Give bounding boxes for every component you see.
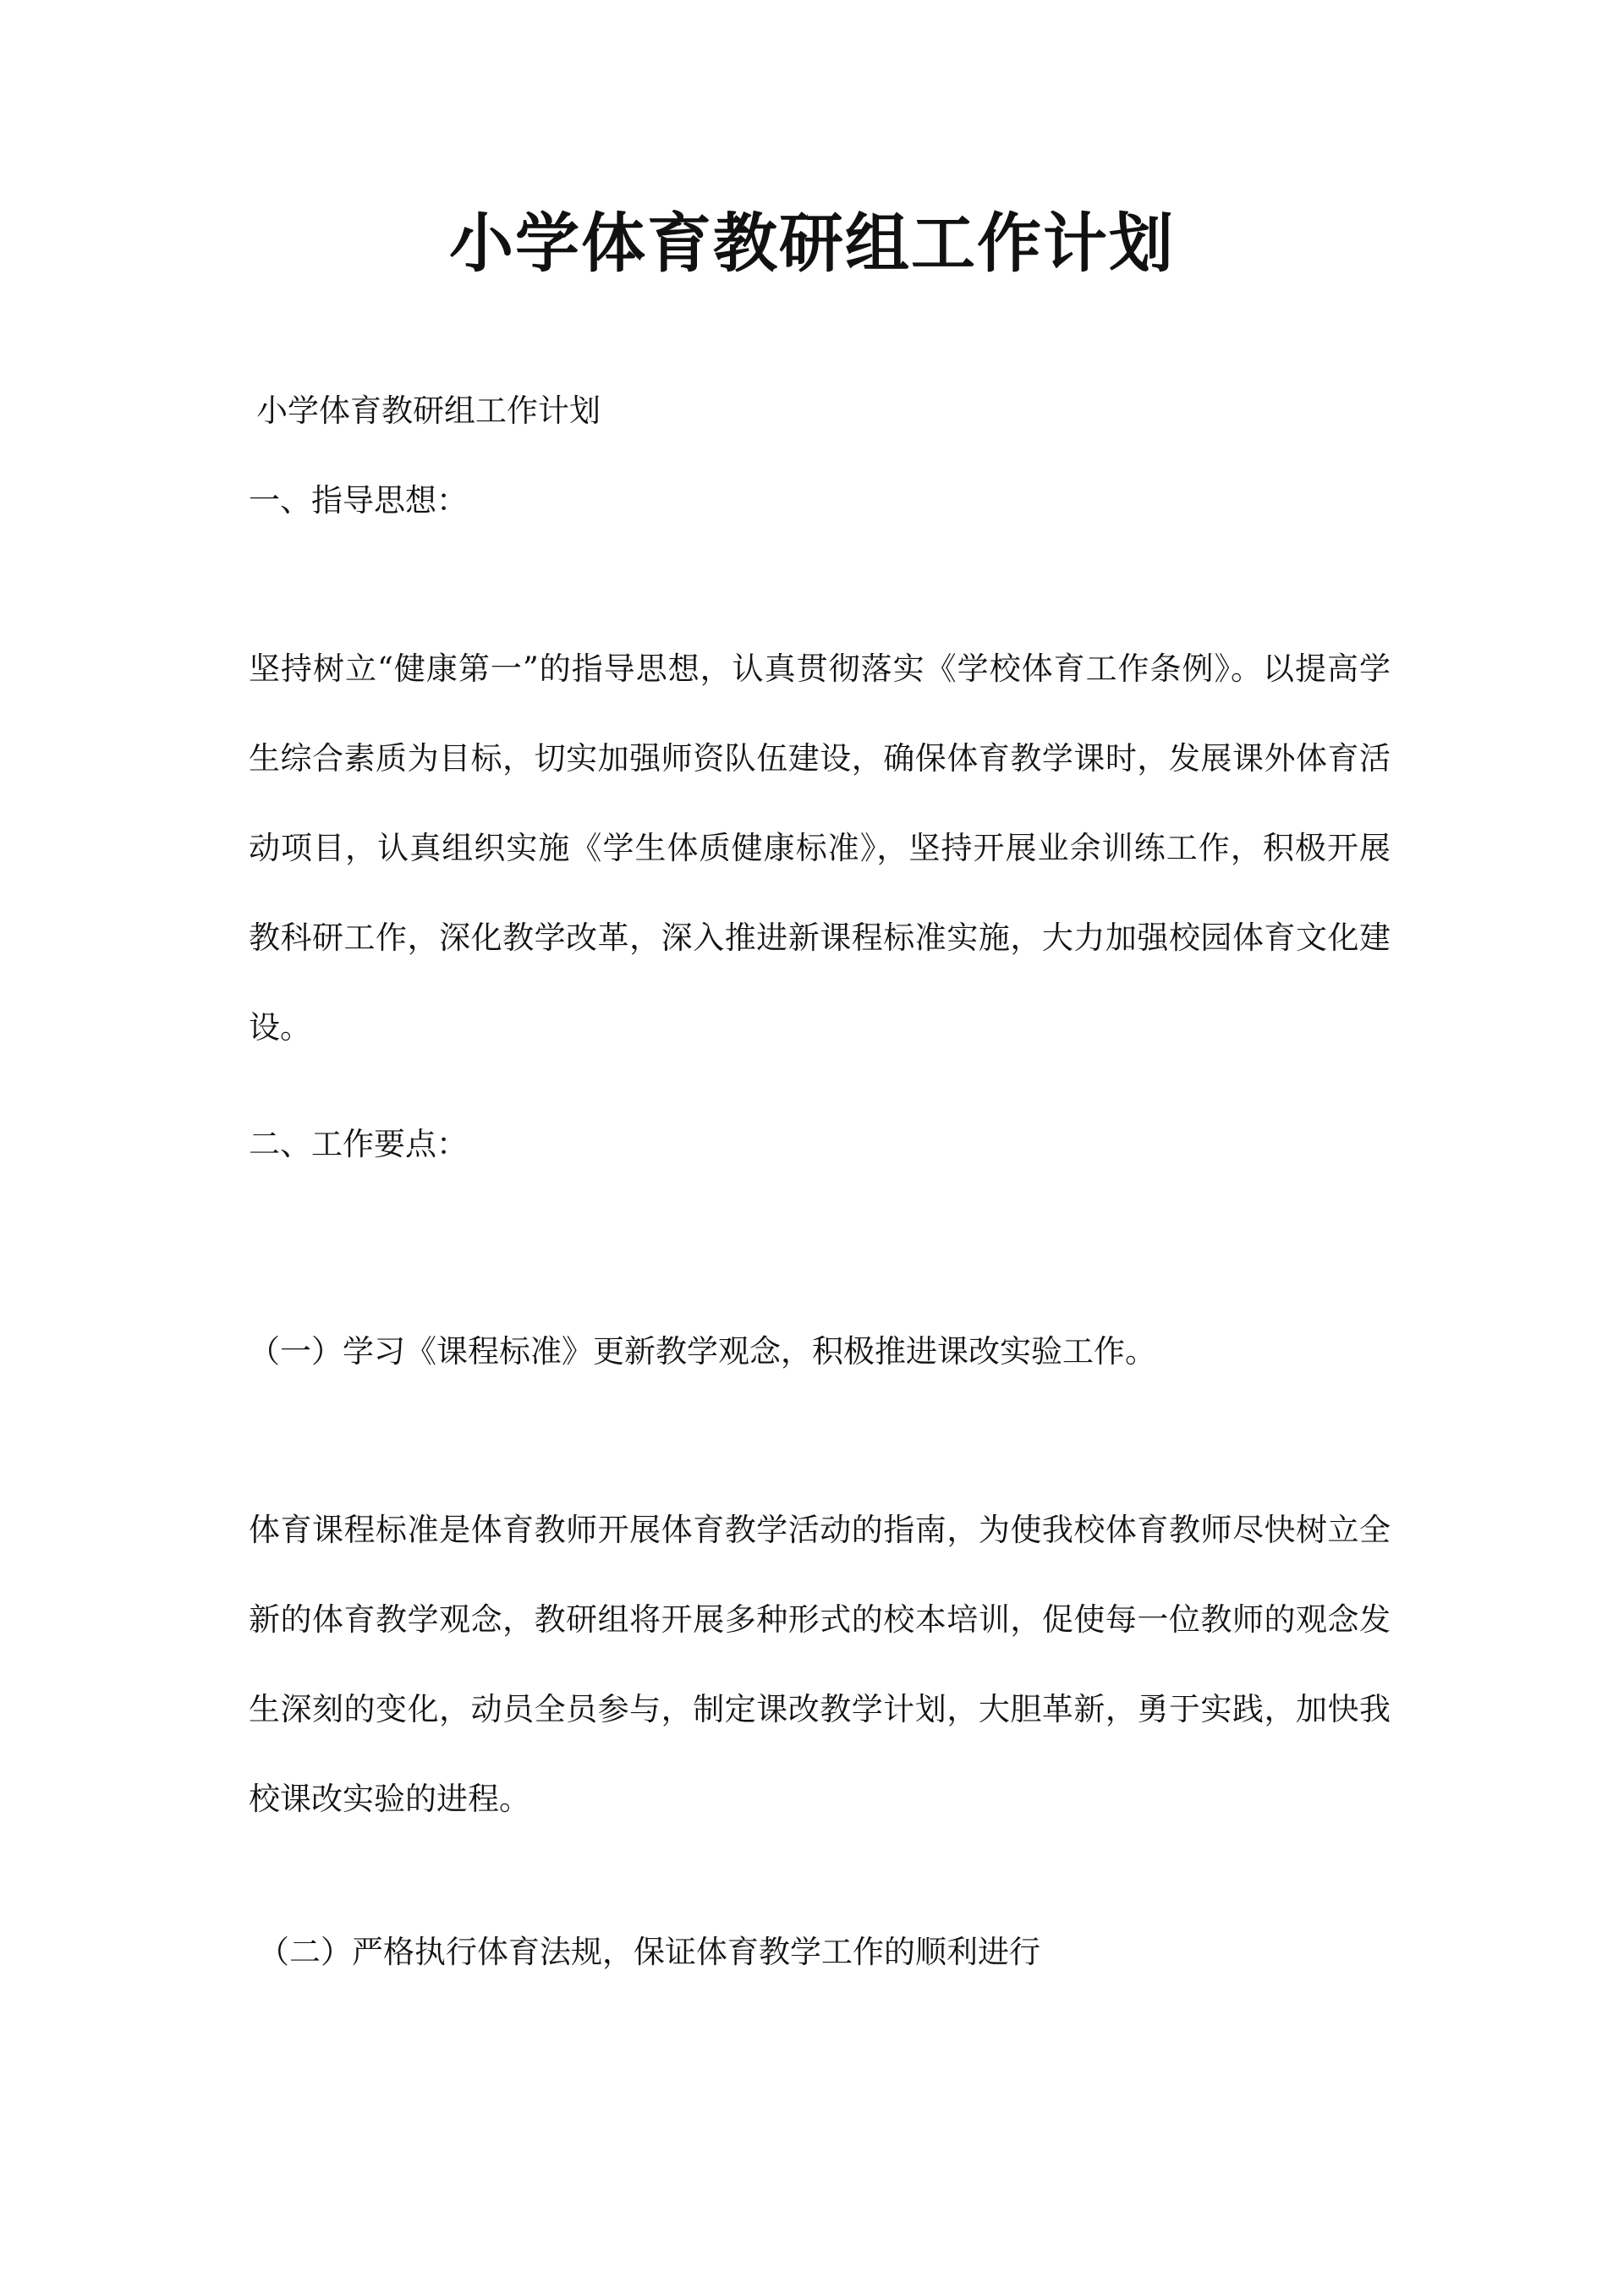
section-heading-guiding-thought: 一、指导思想： [249, 482, 468, 519]
item-heading-curriculum-standard: （一）学习《课程标准》更新教学观念，积极推进课改实验工作。 [249, 1333, 1156, 1370]
section-heading-work-points: 二、工作要点： [249, 1126, 468, 1162]
item-body-curriculum-standard: 体育课程标准是体育教师开展体育教学活动的指南，为使我校体育教师尽快树立全新的体育教学观念，教研组将开展多种形式的校本培训，促使每一位教师的观念发生深刻的变化，动员全员参与，制定课改教学计划，大胆革新，勇于实践，加快我校课改实验的进程。 [249, 1512, 1391, 1817]
document-title: 小学体育教研组工作计划 [449, 206, 1175, 281]
section-body-guiding-thought: 坚持树立“健康第一”的指导思想，认真贯彻落实《学校体育工作条例》。以提高学生综合素质为目标，切实加强师资队伍建设，确保体育教学课时，发展课外体育活动项目，认真组织实施《学生体质健康标准》，坚持开展业余训练工作，积极开展教科研工作，深化教学改革，深入推进新课程标准实施，大力加强校园体育文化建设。 [249, 651, 1391, 1046]
document-subtitle: 小学体育教研组工作计划 [256, 393, 601, 429]
item-heading-sports-regulations: （二）严格执行体育法规，保证体育教学工作的顺利进行 [258, 1934, 1040, 1970]
